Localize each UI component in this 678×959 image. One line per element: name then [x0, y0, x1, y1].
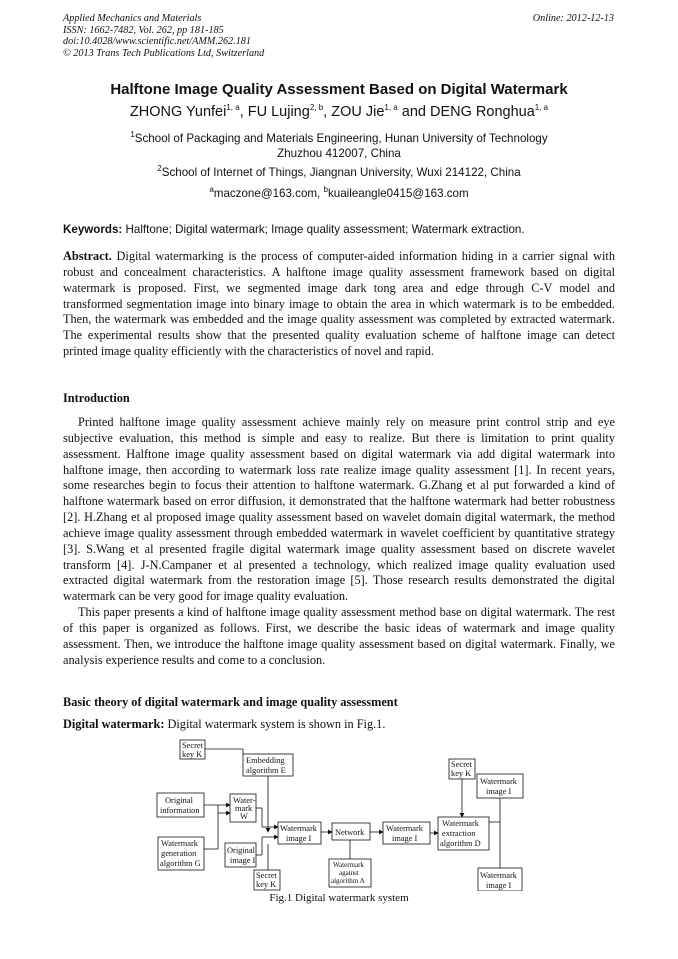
abstract-label: Abstract.	[63, 249, 112, 263]
online-date: Online: 2012-12-13	[532, 13, 614, 24]
original-image-label: Original	[227, 846, 255, 855]
digital-watermark-label: Digital watermark:	[63, 717, 165, 731]
svg-text:key K: key K	[182, 750, 203, 759]
watermark-image-top-label: Watermark	[480, 777, 517, 786]
svg-text:W: W	[240, 812, 248, 821]
svg-text:image I: image I	[230, 856, 256, 865]
affiliation-2: $^2$School of Internet of Things, Jiangnan University, Wuxi 214122, China	[157, 164, 521, 179]
affiliation-1: $^1$School of Packaging and Materials Engineering, Hunan University of Technology Zhuzhou 412007, China	[130, 130, 548, 160]
svg-text:key K: key K	[256, 880, 277, 889]
watermark-extraction-label: Watermark	[442, 819, 479, 828]
intro-paragraph-1: Printed halftone image quality assessment achieve mainly rely on measure print control strip and eye subjective evaluation, this method is simple and easy to realize. But there is limitation to print quality assessment. Halftone image quality assessment based on digital watermark via add digital watermark into halftone image, then according to watermark loss rate realize image quality assessment [1]. In recent years, some researches begin to focus their attention to halftone watermark. G.Zhang et al put forwarded a kind of halftone watermark based on error diffusion, it demonstrated that the halftone watermark had better robustness [2]. H.Zhang et al proposed image quality assessment based on wavelet domain digital watermark, the method achieve image quality assessment through embedded watermark in wavelet coefficient by quantitative strategy [3]. S.Wang et al presented fragile digital watermark image quality assessment based on discrete wavelet transform [4]. J-N.Campaner et al presented a technology, which realized image quality evaluation used extracted digital watermark from the restoration image [5]. Those research results demonstrated the digital watermark can be very good for image quality evaluation.	[63, 415, 615, 604]
author-name: ZOU Jie	[331, 104, 385, 120]
copyright: © 2013 Trans Tech Publications Ltd, Switzerland	[63, 47, 265, 59]
svg-text:image I: image I	[486, 787, 512, 796]
original-information-label: Original	[165, 796, 193, 805]
author-affiliation-mark: 2, b	[309, 103, 324, 113]
watermark-against-label: Watermark	[333, 861, 364, 869]
svg-text:image I: image I	[286, 834, 312, 843]
svg-text:image I: image I	[392, 834, 418, 843]
author-affiliation-mark: 1, a	[226, 103, 240, 113]
watermark-image-bottom-label: Watermark	[480, 871, 517, 880]
author-affiliation-mark: 1, a	[534, 103, 549, 113]
intro-paragraph-2: This paper presents a kind of halftone image quality assessment method base on digital watermark. The rest of this paper is organized as follows. First, we describe the basic ideas of watermark and image quality assessment. Then, we introduce the halftone image quality assessment based on digital watermark. Finally, we analysis experience results and come to a conclusion.	[63, 605, 615, 667]
secret-key-kd-label: Secret	[256, 871, 277, 880]
author-emails: $^a$maczone@163.com, $^b$kuaileangle0415@163.com	[209, 185, 469, 200]
keywords	[63, 223, 615, 236]
svg-text:algorithm A: algorithm A	[331, 877, 365, 885]
secret-key-kr-label: Secret	[451, 760, 472, 769]
svg-text:extraction: extraction	[442, 829, 476, 838]
introduction-heading: Introduction	[63, 391, 130, 405]
journal-header	[63, 13, 264, 59]
email-b: kuaileangle0415@163.com	[327, 187, 469, 200]
svg-text:generation: generation	[161, 849, 197, 858]
svg-text:mark: mark	[235, 804, 253, 813]
network-label: Network	[335, 828, 365, 837]
author-list: ZHONG Yunfei$^{1, a}$, FU Lujing$^{2, b}$, ZOU Jie$^{1, a}$ and DENG Ronghua$^{1, a}$	[129, 103, 549, 120]
svg-text:key K: key K	[451, 769, 472, 778]
watermark-image-iw2-label: Watermark	[386, 824, 423, 833]
basic-theory-heading: Basic theory of digital watermark and image quality assessment	[63, 695, 398, 709]
svg-text:algorithm D: algorithm D	[440, 839, 481, 848]
svg-text:algorithm E: algorithm E	[246, 766, 286, 775]
issn: ISSN: 1662-7482, Vol. 262, pp 181-185	[63, 24, 224, 36]
watermark-image-iw-label: Watermark	[280, 824, 317, 833]
abstract	[63, 249, 615, 360]
digital-watermark-intro: Digital watermark: Digital watermark system is shown in Fig.1.	[63, 717, 386, 731]
svg-text:algorithm G: algorithm G	[160, 859, 201, 868]
author-name: FU Lujing	[247, 104, 310, 120]
watermark-w-label: Water-	[233, 796, 256, 805]
figure-caption: Fig.1 Digital watermark system	[269, 892, 409, 904]
email-a: maczone@163.com,	[213, 187, 324, 200]
author-name: ZHONG Yunfei	[129, 104, 227, 120]
watermark-system-diagram	[152, 737, 532, 891]
journal-name: Applied Mechanics and Materials	[63, 13, 202, 24]
svg-text:image I: image I	[486, 881, 512, 890]
keywords-label: Keywords:	[63, 223, 123, 236]
author-affiliation-mark: 1, a	[384, 103, 398, 113]
embedding-label: Embedding	[246, 756, 285, 765]
svg-text:information: information	[160, 806, 200, 815]
abstract-text: Digital watermarking is the process of computer-aided information hiding in a carrier signal with robust and concealment characteristics. A halftone image quality assessment framework based on digital watermark is proposed. First, we segmented image dark tong area and edge through C-V model and transformed segmentation image into binary image to obtain the area in which watermark is to be embedded. Then, the watermark was embedded and the image quality assessment was completed by extracted watermark. The experimental results show that the presented quality evaluation scheme of halftone image can detect printed image quality efficiently with the characteristics of novel and rapid.	[63, 249, 615, 359]
keywords-text: Halftone; Digital watermark; Image quality assessment; Watermark extraction.	[122, 223, 525, 236]
secret-key-ke-label: Secret	[182, 741, 203, 750]
paper-title: Halftone Image Quality Assessment Based on Digital Watermark	[110, 81, 568, 98]
svg-text:against: against	[339, 869, 359, 877]
doi: doi:10.4028/www.scientific.net/AMM.262.181	[63, 36, 251, 48]
watermark-generation-label: Watermark	[161, 839, 198, 848]
author-name: DENG Ronghua	[429, 104, 535, 120]
introduction-body	[63, 415, 615, 669]
